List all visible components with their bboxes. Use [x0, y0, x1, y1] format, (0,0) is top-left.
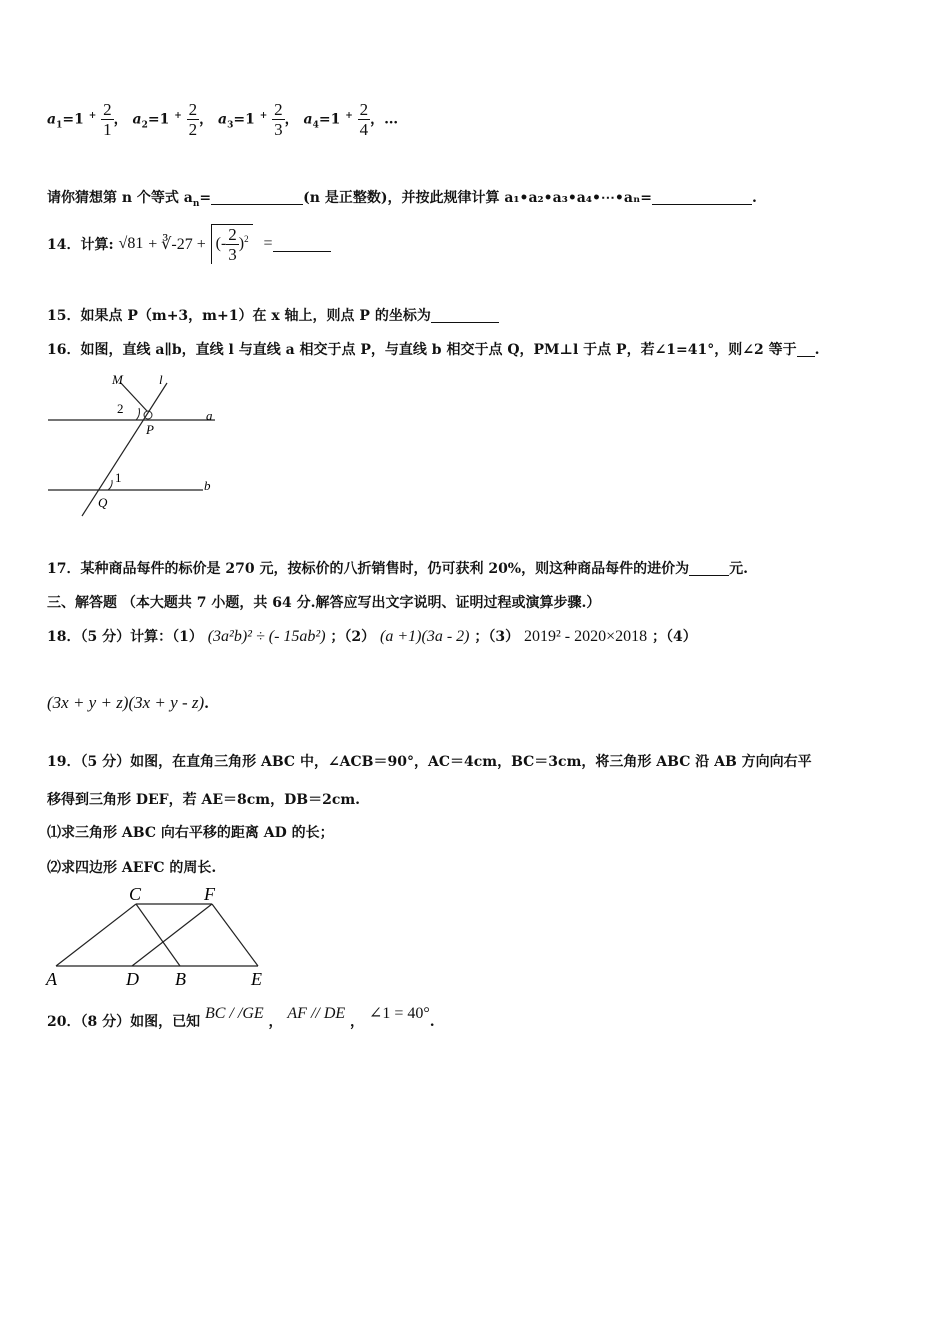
question-19-part2: ⑵求四边形 AEFC 的周长. — [47, 860, 217, 876]
question-19-part1: ⑴求三角形 ABC 向右平移的距离 AD 的长； — [47, 825, 334, 841]
term-a2: a — [132, 111, 142, 128]
condition-1: BC / /GE — [204, 1005, 264, 1022]
fraction-4: $\frac{2}{4}$ — [359, 100, 369, 139]
question-16: 16．如图，直线 a∥b，直线 l 与直线 a 相交于点 P，与直线 b 相交于点 Q，PM⊥l 于点 P，若∠1=41°，则∠2 等于 . — [47, 342, 820, 358]
question-20: 20．（8 分）如图，已知 BC / /GE ， AF // DE ， ∠1 = 40°. — [47, 1005, 435, 1030]
sub-1: 1 — [56, 120, 63, 131]
expr-3: 2019² - 2020×2018 — [523, 628, 648, 645]
term-a1: a — [47, 111, 57, 128]
label-Q: Q — [98, 495, 108, 510]
eq-1: =1 — [62, 111, 84, 128]
question-19-line2: 移得到三角形 DEF，若 AE＝8cm，DB＝2cm. — [47, 792, 361, 808]
expr-4: (3x + y + z)(3x + y - z) — [47, 693, 205, 712]
ellipsis: … — [384, 111, 399, 128]
label-F: F — [204, 884, 215, 904]
answer-blank-15[interactable] — [431, 308, 499, 323]
answer-blank-17[interactable] — [689, 561, 729, 576]
condition-3: ∠1 = 40° — [368, 1005, 430, 1022]
answer-blank-16[interactable] — [797, 342, 815, 357]
label-angle-2: 2 — [117, 401, 124, 416]
label-M: M — [112, 372, 123, 387]
plus-1: + — [88, 110, 97, 121]
sqrt-fraction: (- $\frac{2}{3}$ )$^2$ — [211, 224, 253, 264]
fraction-3: $\frac{2}{3}$ — [274, 100, 283, 139]
expr-1: (3a²b)² ÷ (- 15ab²) — [207, 628, 326, 645]
question-14: 14．计算: √81 + ∛-27 + (- $\frac{2}{3}$ )$^2$ = — [47, 224, 331, 264]
term-a3: a — [218, 111, 228, 128]
label-A: A — [46, 969, 57, 989]
expr-2: (a +1)(3a - 2) — [380, 628, 470, 645]
figure-triangle-translation — [40, 882, 280, 994]
label-B: B — [175, 969, 186, 989]
fraction-1: $\frac{2}{1}$ — [103, 100, 112, 139]
answer-blank-2[interactable] — [652, 190, 752, 205]
label-P: P — [146, 422, 154, 437]
term-a4: a — [303, 111, 313, 128]
sqrt-81: √81 — [118, 235, 144, 252]
question-15: 15．如果点 P（m+3，m+1）在 x 轴上，则点 P 的坐标为 — [47, 305, 499, 325]
label-b: b — [204, 478, 211, 493]
fraction-two-thirds: $\frac{2}{3}$ — [228, 225, 237, 264]
label-a: a — [206, 408, 213, 423]
sequence-line: $a_1=1$ + $\frac{2}{1}$ ， $a_2=1$ + $\frac{2}{2}$ ， $a_3=1$ + $\frac{2}{3}$ ， $a_4=1$ + $\frac{2}{4}$ ，… — [47, 100, 399, 139]
fraction-2: $\frac{2}{2}$ — [188, 100, 198, 139]
guess-line: 请你猜想第 n 个等式 $a_n= (n$ 是正整数)，并按此规律计算 a₁•a₂•a₃•a₄•⋯•aₙ= . — [47, 190, 757, 209]
figure-parallel-lines — [40, 368, 230, 520]
question-18: 18．（5 分）计算：（1） (3a²b)² ÷ (- 15ab²) ；（2） (a +1)(3a - 2) ；（3） 2019² - 2020×2018 ；（4） — [47, 628, 697, 645]
section-3-heading: 三、解答题 （本大题共 7 小题，共 64 分.解答应写出文字说明、证明过程或演算步骤.） — [47, 595, 601, 611]
label-D: D — [126, 969, 139, 989]
q14-label: 14．计算: — [47, 237, 114, 253]
label-angle-1: 1 — [115, 470, 122, 485]
question-18-part4: (3x + y + z)(3x + y - z). — [47, 693, 210, 712]
question-19-line1: 19．（5 分）如图，在直角三角形 ABC 中，∠ACB＝90°，AC＝4cm，BC＝3cm，将三角形 ABC 沿 AB 方向向右平 — [47, 754, 812, 770]
answer-blank-1[interactable] — [211, 190, 303, 205]
cube-root: + ∛-27 + — [148, 236, 206, 253]
label-l: l — [159, 372, 163, 387]
label-E: E — [251, 969, 262, 989]
condition-2: AF // DE — [287, 1005, 346, 1022]
label-C: C — [129, 884, 142, 904]
question-17: 17．某种商品每件的标价是 270 元，按标价的八折销售时，仍可获利 20%，则这种商品每件的进价为 元. — [47, 561, 748, 577]
answer-blank-14[interactable] — [273, 237, 331, 252]
